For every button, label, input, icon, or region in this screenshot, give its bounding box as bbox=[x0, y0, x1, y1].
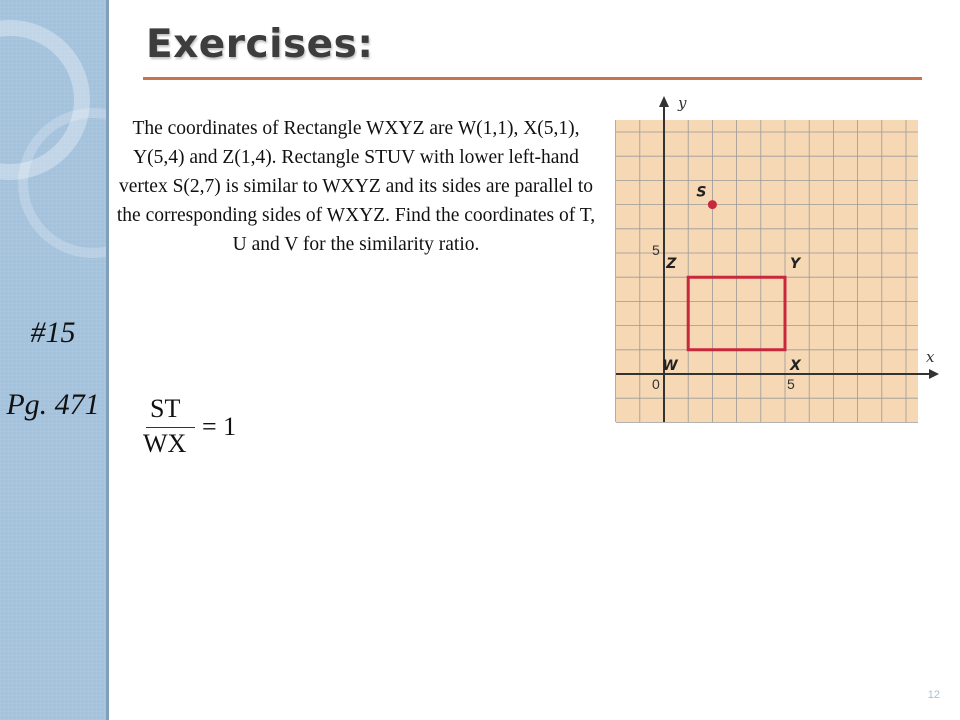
slide-title: Exercises: bbox=[146, 22, 374, 67]
y-axis-arrow bbox=[659, 96, 669, 107]
exercise-number: #15 bbox=[30, 316, 76, 349]
coordinate-graph bbox=[610, 90, 940, 430]
exercise-page: Pg. 471 bbox=[6, 388, 100, 421]
point-s bbox=[708, 200, 717, 209]
y-tick-label: 5 bbox=[652, 242, 660, 258]
vertex-label-y: Y bbox=[790, 256, 801, 273]
title-underline bbox=[143, 77, 922, 80]
y-axis-label: y bbox=[678, 94, 687, 112]
vertex-label-z: Z bbox=[666, 256, 677, 273]
slide-number: 12 bbox=[927, 689, 940, 701]
vertex-label-w: W bbox=[662, 357, 678, 374]
ratio-equals: = 1 bbox=[202, 412, 237, 441]
ratio-denominator: WX bbox=[143, 429, 187, 458]
ratio-numerator: ST bbox=[150, 394, 181, 423]
vertex-label-x: X bbox=[790, 357, 801, 374]
x-axis-arrow bbox=[929, 369, 939, 379]
sidebar-edge bbox=[106, 0, 109, 720]
ratio-fraction-bar bbox=[146, 427, 195, 428]
point-label-s: S bbox=[696, 184, 707, 201]
origin-label: 0 bbox=[652, 376, 660, 392]
sidebar-decoration bbox=[0, 0, 106, 720]
problem-statement: The coordinates of Rectangle WXYZ are W(1,1), X(5,1), Y(5,4) and Z(1,4). Rectangle STUV with lower left-hand vertex S(2,7) is similar to WXYZ and its sides are parallel to the corresponding sides of WXYZ. Find the coordinates of T, U and V for the similarity ratio. bbox=[116, 118, 596, 255]
graph-background bbox=[616, 120, 918, 422]
x-tick-label: 5 bbox=[787, 376, 795, 392]
x-axis-label: x bbox=[926, 348, 935, 366]
